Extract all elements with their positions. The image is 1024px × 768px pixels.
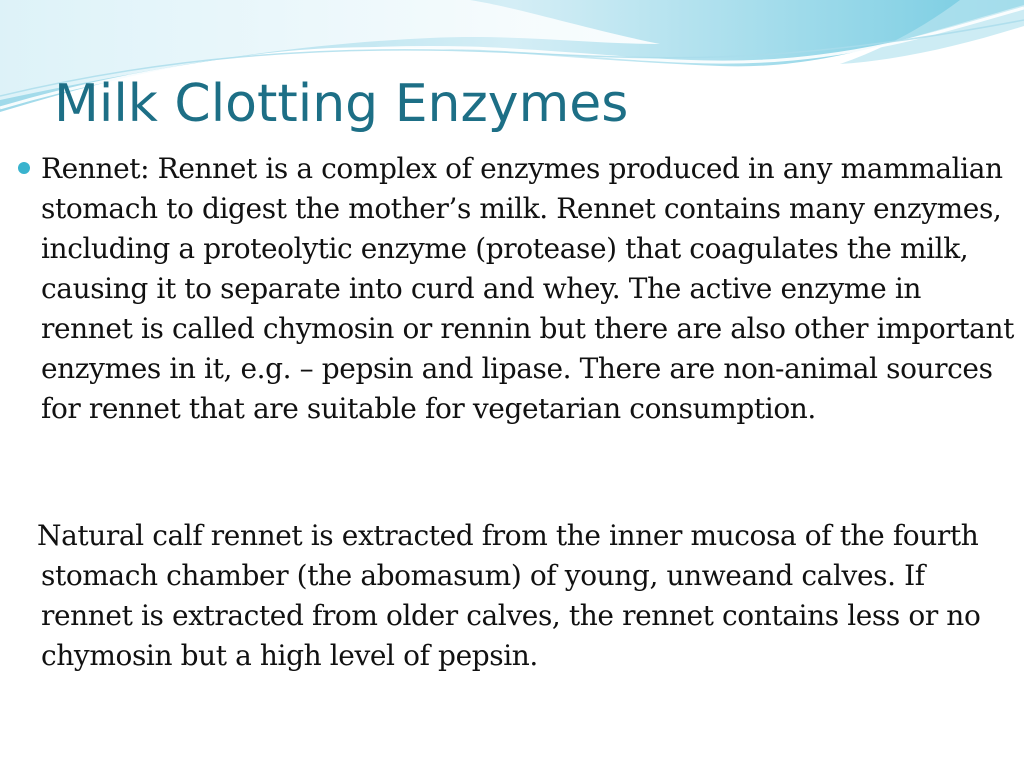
bullet-item-rennet [0, 149, 1024, 429]
calf-rennet-paragraph: Natural calf rennet is extracted from the inner mucosa of the fourth stomach chamber (the abomasum) of young, unweand calves. If rennet is extracted from older calves, the rennet contains less or no chymosin but a high level of pepsin. [37, 519, 981, 672]
bullet-list [0, 149, 1024, 429]
bullet-dot-icon [18, 162, 30, 174]
slide-title: Milk Clotting Enzymes [54, 74, 629, 134]
rennet-paragraph: Rennet: Rennet is a complex of enzymes produced in any mammalian stomach to digest the mother’s milk. Rennet contains many enzymes, including a proteolytic enzyme (protease) that coagulates the milk, causing it to separate into curd and whey. The active enzyme in rennet is called chymosin or rennin but there are also other important enzymes in it, e.g. – pepsin and lipase. There are non-animal sources for rennet that are suitable for vegetarian consumption. [41, 152, 1014, 425]
